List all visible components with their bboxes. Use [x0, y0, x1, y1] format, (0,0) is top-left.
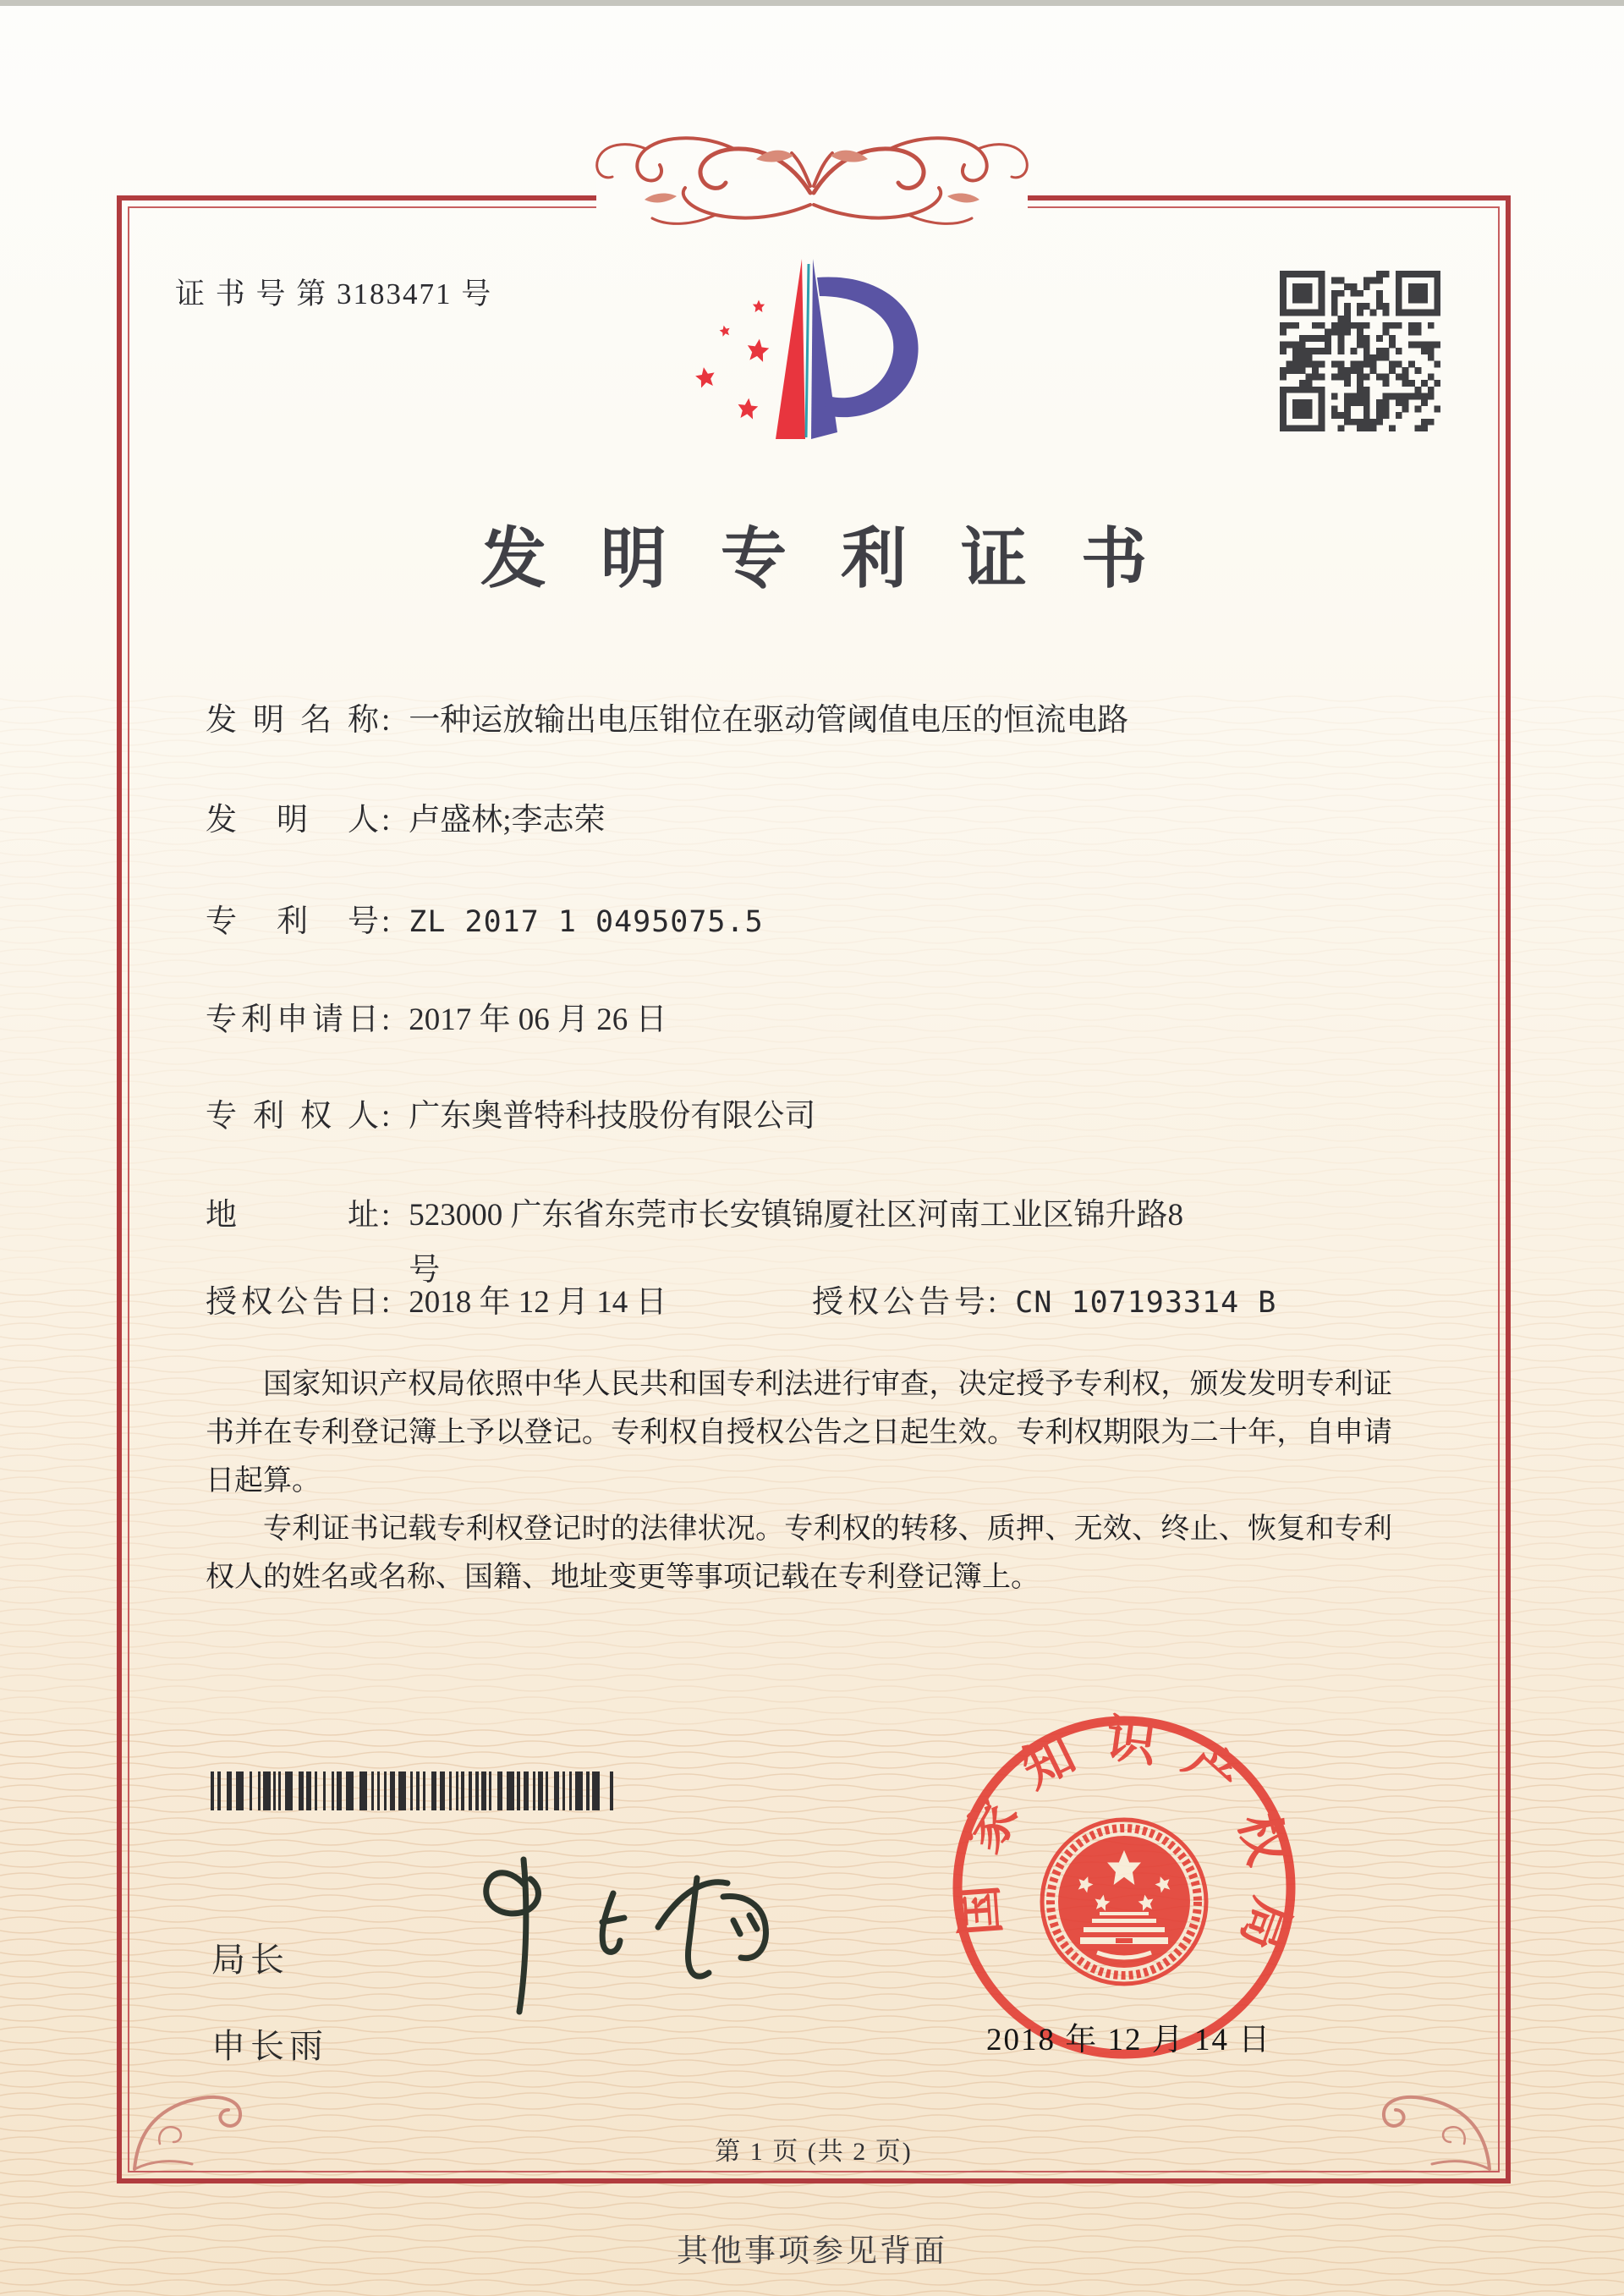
field-colon: : — [381, 904, 391, 939]
field-row-inventors — [206, 800, 606, 841]
cnipa-logo-icon — [671, 252, 926, 452]
seal-date: 2018 年 12 月 14 日 — [986, 2023, 1272, 2057]
field-value: 2018 年 12 月 14 日 — [409, 1285, 667, 1320]
field-colon: : — [381, 1099, 391, 1134]
field-value: 广东奥普特科技股份有限公司 — [409, 1099, 816, 1134]
certificate-number: 证 书 号 第 3183471 号 — [175, 277, 493, 310]
barcode-icon — [211, 1771, 615, 1810]
back-note: 其他事项参见背面 — [677, 2234, 947, 2269]
certificate-title: 发明专利证书 — [480, 522, 1201, 596]
field-label: 专利申请日 — [206, 1002, 379, 1037]
signer-title: 局长 — [211, 1941, 289, 1979]
field-value: 一种运放输出电压钳位在驱动管阈值电压的恒流电路 — [409, 703, 1129, 738]
field-value: 523000 广东省东莞市长安镇锦厦社区河南工业区锦升路8号 — [409, 1198, 1184, 1288]
page-number: 第 1 页 (共 2 页) — [715, 2138, 913, 2166]
field-colon: : — [381, 1198, 391, 1233]
legal-paragraph-2: 专利证书记载专利权登记时的法律状况。专利权的转移、质押、无效、终止、恢复和专利权人的姓名或名称、国籍、地址变更等事项记载在专利登记簿上。 — [206, 1513, 1392, 1593]
field-value: CN 107193314 B — [1015, 1286, 1277, 1320]
field-value: 2017 年 06 月 26 日 — [409, 1002, 667, 1037]
field-colon: : — [381, 1002, 391, 1037]
field-colon: : — [381, 703, 391, 738]
field-row-address — [206, 1188, 1204, 1298]
signer-name: 申长雨 — [211, 2027, 328, 2065]
scan-top-edge — [0, 0, 1624, 6]
field-row-grant-date — [206, 1283, 667, 1323]
national-emblem-icon — [1042, 1820, 1206, 1984]
field-row-patent-number — [206, 902, 764, 942]
field-colon: : — [381, 1285, 391, 1320]
seal-ring-text: 国家知识产权局 — [948, 1710, 1302, 1982]
field-label: 专利权人 — [206, 1099, 379, 1134]
field-row-invention-name — [206, 700, 1128, 741]
field-row-patentee — [206, 1096, 815, 1137]
field-label: 发明人 — [206, 803, 379, 838]
field-value: 卢盛林;李志荣 — [409, 803, 606, 838]
field-row-grant-number — [812, 1283, 1276, 1323]
signature-icon — [440, 1844, 829, 2026]
top-flourish-icon — [550, 115, 1074, 233]
field-colon: : — [381, 803, 391, 838]
field-label: 发明名称 — [206, 703, 379, 738]
field-label: 地址 — [206, 1198, 379, 1233]
field-label: 授权公告日 — [206, 1285, 379, 1320]
qr-code-icon — [1280, 271, 1440, 431]
legal-paragraph-1: 国家知识产权局依照中华人民共和国专利法进行审查，决定授予专利权，颁发发明专利证书并在专利登记簿上予以登记。专利权自授权公告之日起生效。专利权期限为二十年，自申请日起算。 — [206, 1369, 1392, 1497]
field-label: 专利号 — [206, 904, 379, 939]
field-value: ZL 2017 1 0495075.5 — [409, 905, 764, 939]
field-row-filing-date — [206, 1000, 667, 1041]
field-label: 授权公告号 — [812, 1285, 985, 1320]
field-colon: : — [988, 1285, 997, 1320]
